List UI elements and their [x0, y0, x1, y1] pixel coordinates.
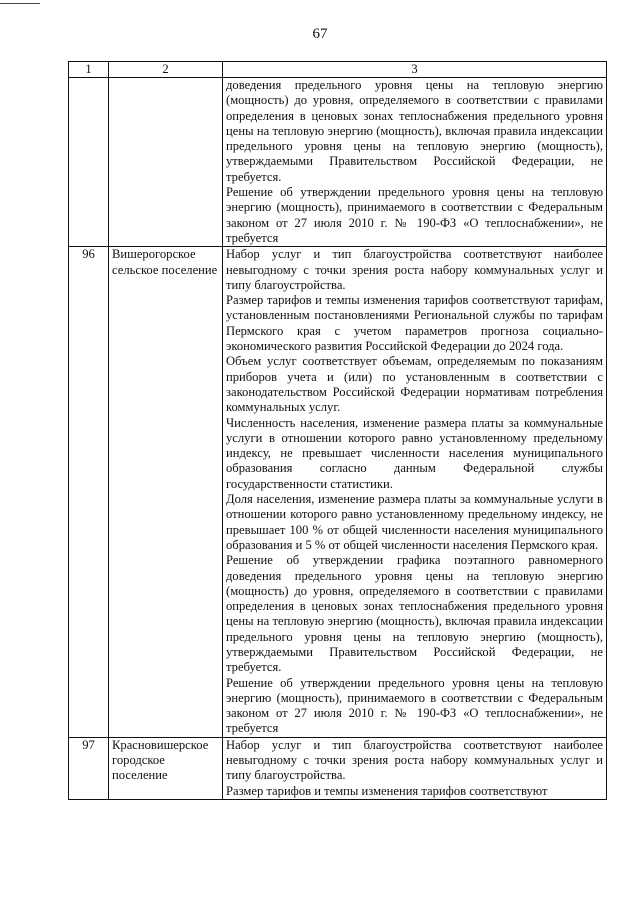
paragraph: Размер тарифов и темпы изменения тарифов соответствуют: [226, 783, 548, 798]
paragraph: Решение об утверждении предельного уровня цены на тепловую энергию (мощность), принимаемого в соответствии с Федеральным законом от 27 июля 2010 г. № 190-ФЗ «О теплоснабжении», не требуется: [226, 185, 603, 245]
paragraph: Численность населения, изменение размера платы за коммунальные услуги в отношении которого равно установленному предельному индексу, не превышает численности населения муниципального образования согласно данным Федеральной службы государственности статистики.: [226, 415, 603, 491]
paragraph: Решение об утверждении графика поэтапного равномерного доведения предельного уровня цены на тепловую энергию (мощность) до уровня, определяемого в соответствии с правилами определения в ценовых зонах теплоснабжения предельного уровня цены на тепловую энергию (мощность), включая правила индексации предельного уровня цены на тепловую энергию (мощность), утверждаемыми Правительством Российской Федерации, не требуется.: [226, 553, 603, 675]
settlement-name: Красновишерское городское поселение: [109, 737, 223, 799]
paragraph: доведения предельного уровня цены на тепловую энергию (мощность) до уровня, определяемого в соответствии с правилами определения в ценовых зонах теплоснабжения предельного уровня цены на тепловую энергию (мощность), включая правила индексации предельного уровня цены на тепловую энергию (мощность), утверждаемыми Правительством Российской Федерации, не требуется.: [226, 78, 603, 184]
settlement-name: Вишерогорское сельское поселение: [109, 247, 223, 738]
row-content: [223, 247, 607, 738]
header-cell-2: 2: [109, 62, 223, 78]
settlement-name: [109, 78, 223, 247]
table-row-96: [69, 247, 607, 738]
header-cell-3: 3: [223, 62, 607, 78]
page-number: 67: [312, 26, 328, 42]
row-content: [223, 737, 607, 799]
row-number: 97: [69, 737, 109, 799]
paragraph: Доля населения, изменение размера платы за коммунальные услуги в отношении которого равно установленному предельному индексу, не превышает 100 % от общей численности населения муниципального образования и 5 % от общей численности населения Пермского края.: [226, 492, 603, 552]
table-header-row: [69, 62, 607, 78]
document-table: [68, 61, 607, 800]
row-number: [69, 78, 109, 247]
row-number: 96: [69, 247, 109, 738]
paragraph: Решение об утверждении предельного уровня цены на тепловую энергию (мощность), принимаемого в соответствии с Федеральным законом от 27 июля 2010 г. № 190-ФЗ «О теплоснабжении», не требуется: [226, 675, 603, 736]
paragraph: Объем услуг соответствует объемам, определяемым по показаниям приборов учета и (или) по установленным в соответствии с законодательством Российской Федерации нормативам потребления коммунальных услуг.: [226, 354, 603, 415]
corner-scan-mark: [0, 3, 40, 4]
table-row-continued: [69, 78, 607, 247]
paragraph: Набор услуг и тип благоустройства соответствуют наиболее невыгодному с точки зрения роста набору коммунальных услуг и типу благоустройства.: [226, 737, 603, 783]
header-cell-1: 1: [69, 62, 109, 78]
table-row-97: [69, 737, 607, 799]
paragraph: Набор услуг и тип благоустройства соответствуют наиболее невыгодному с точки зрения роста набору коммунальных услуг и типу благоустройства.: [226, 247, 603, 292]
paragraph: Размер тарифов и темпы изменения тарифов соответствуют тарифам, установленным постановлениями Региональной службы по тарифам Пермского края с учетом параметров прогноза социально-экономического развития Российской Федерации до 2024 года.: [226, 293, 603, 354]
row-content: [223, 78, 607, 247]
